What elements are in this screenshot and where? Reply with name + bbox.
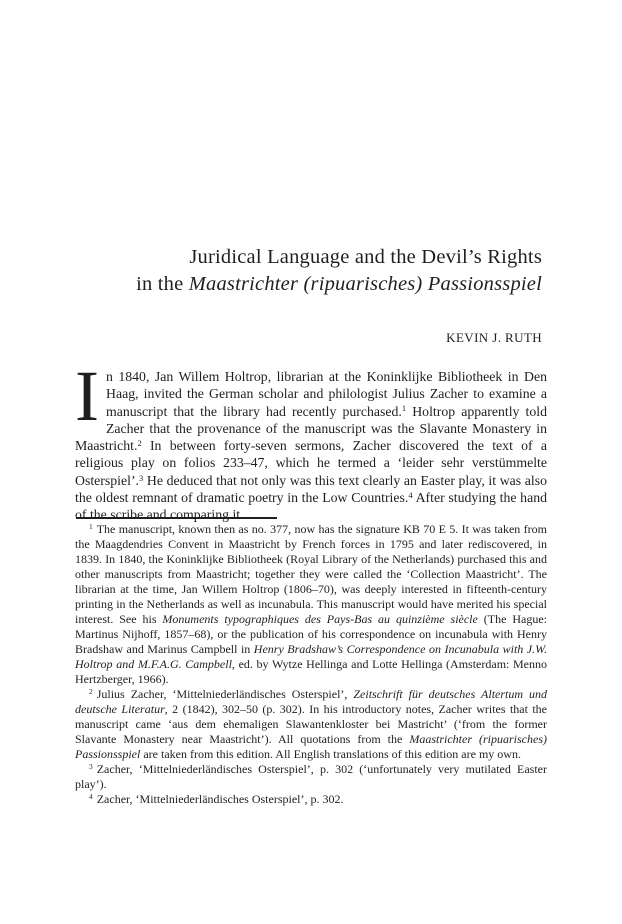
title-line-1: Juridical Language and the Devil’s Rights	[189, 246, 542, 268]
footnote-2	[75, 687, 547, 762]
footnote-1-marker: 1	[89, 522, 93, 532]
footnote-2-text: Julius Zacher, ‘Mittelniederländisches Osterspiel’, Zeitschrift für deutsches Altertum und deutsche Literatur, 2 (1842), 302–50 (p. 302). In his introductory notes, Zacher writes that the manuscript came ‘aus dem ehemaligen Slawantenkloster bei Mastricht’ (‘from the former Slavante Monastery near Maastricht’). All quotations from the Maastrichter (ripuarisches) Passionsspiel are taken from this edition. All English translations of this edition are my own.	[75, 687, 548, 761]
title-line-2-prefix: in the	[136, 273, 189, 295]
footnote-3-marker: 3	[89, 762, 93, 772]
footnote-separator	[76, 517, 277, 519]
body-paragraph-text: n 1840, Jan Willem Holtrop, librarian at the Koninklijke Bibliotheek in Den Haag, invited the German scholar and philologist Julius Zacher to examine a manuscript that the library had recently purchased.$^1$ Holtrop apparently told Zacher that the provenance of the manuscript was the Slavante Monastery in Maastricht.$^2$ In between forty-seven sermons, Zacher discovered the text of a religious play on folios 233–47, which he termed a ‘leider sehr verstümmelte Osterspiel’.$^3$ He deduced that not only was this text clearly an Easter play, it was also the oldest remnant of dramatic poetry in the Low Countries.$^4$ After studying the hand of the scribe and comparing it	[75, 369, 547, 523]
title-line-2-italic: Maastrichter (ripuarisches) Passionsspiel	[188, 273, 542, 295]
author-name: KEVIN J. RUTH	[446, 330, 542, 345]
article-title	[75, 244, 542, 298]
body-paragraph	[75, 356, 547, 524]
dropcap-initial: I	[75, 356, 99, 436]
footnote-3-text: Zacher, ‘Mittelniederländisches Osterspiel’, p. 302 (‘unfortunately very mutilated Easter play’).	[75, 762, 547, 791]
footnote-2-marker: 2	[89, 687, 93, 697]
footnote-4-text: Zacher, ‘Mittelniederländisches Osterspiel’, p. 302.	[96, 792, 344, 806]
footnote-1-text: The manuscript, known then as no. 377, now has the signature KB 70 E 5. It was taken from the Maagdendries Convent in Maastricht by French forces in 1795 and later rediscovered, in 1839. In 1840, the Koninklijke Bibliotheek (Royal Library of the Netherlands) purchased this and other manuscripts from Maastricht; together they were called the ‘Collection Maastricht’. The librarian at the time, Jan Willem Holtrop (1806–70), was deeply interested in fifteenth-century printing in the Netherlands as well as incunabula. This manuscript would have merited his special interest. See his Monuments typographiques des Pays-Bas au quinzième siècle (The Hague: Martinus Nijhoff, 1857–68), or the publication of his correspondence on incunabula with Henry Bradshaw and Marinus Campbell in Henry Bradshaw’s Correspondence on Incunabula with J.W. Holtrop and M.F.A.G. Campbell, ed. by Wytze Hellinga and Lotte Hellinga (Amsterdam: Menno Hertzberger, 1966).	[75, 522, 547, 686]
footnotes-section	[75, 522, 547, 807]
footnote-1	[75, 522, 547, 687]
title-line-2	[75, 271, 542, 298]
footnote-4-marker: 4	[89, 792, 93, 802]
footnote-4	[75, 792, 547, 807]
footnote-3	[75, 762, 547, 792]
